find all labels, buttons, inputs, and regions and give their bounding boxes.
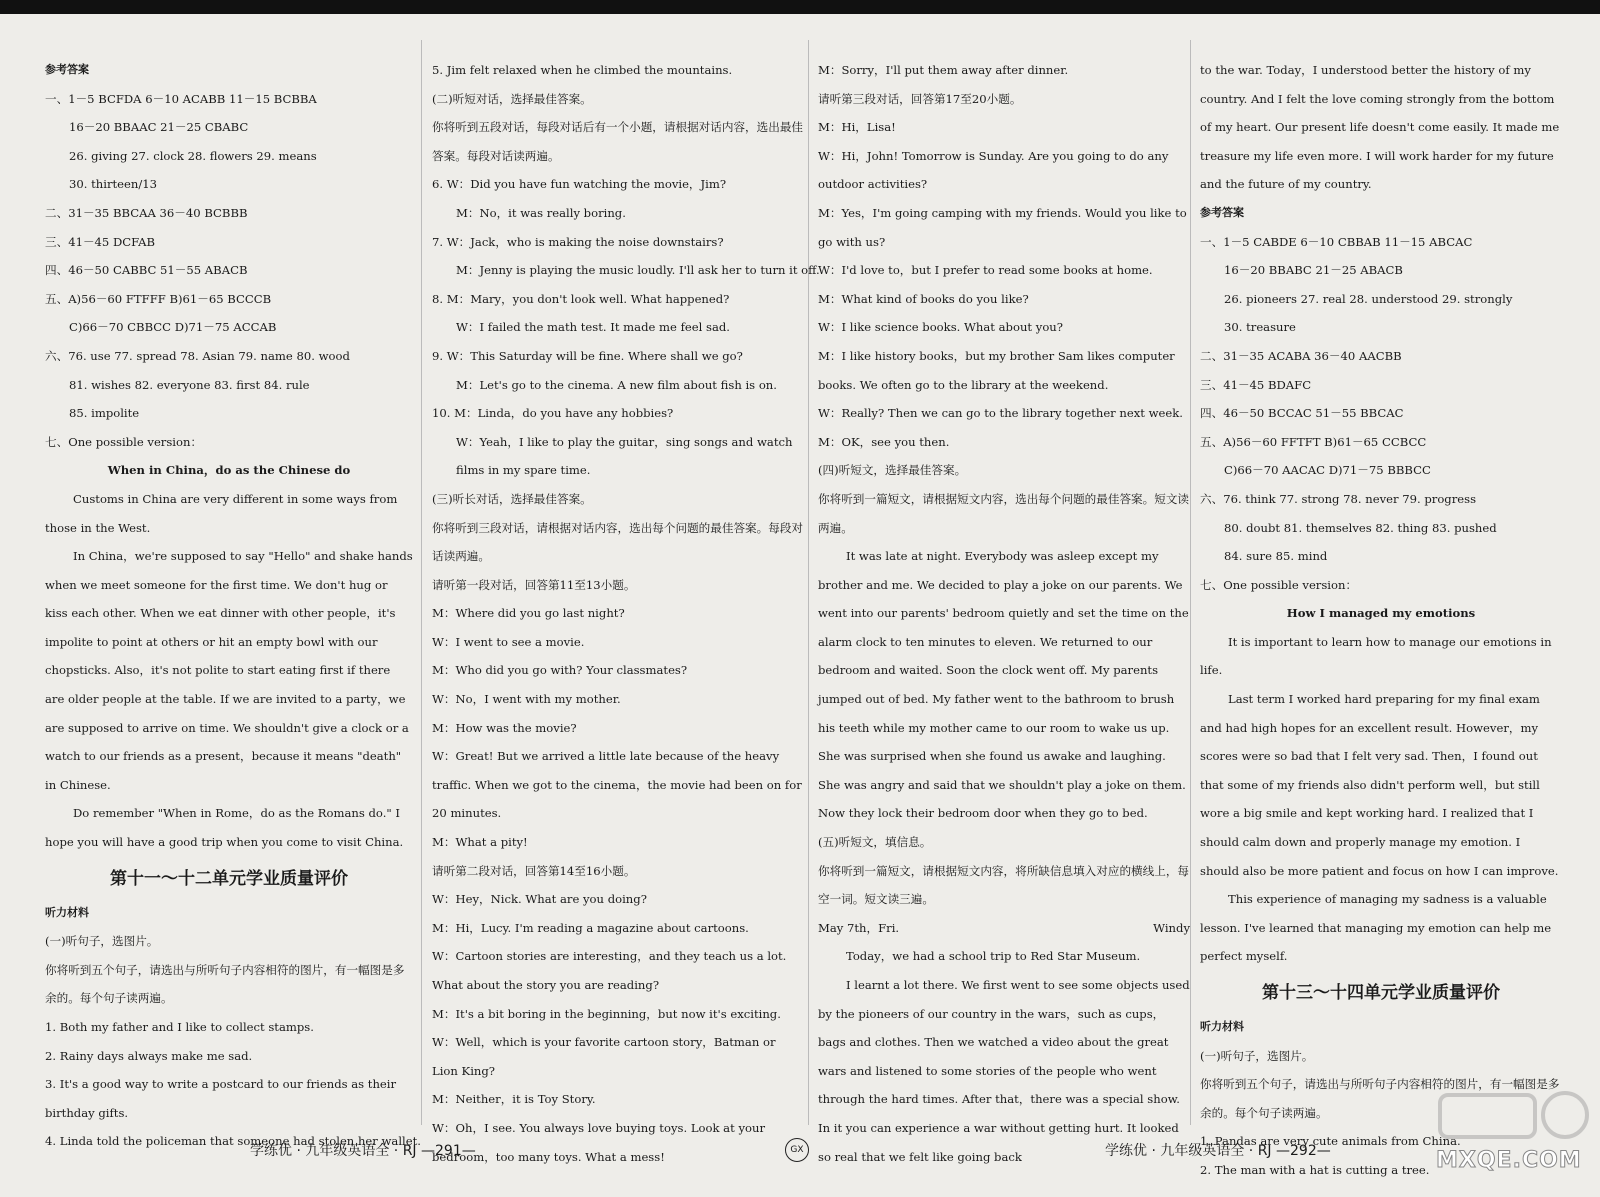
dialogue-line: M：Sorry，I'll put them away after dinner.	[818, 63, 1069, 77]
dialogue-line: W：Yeah，I like to play the guitar，sing songs and watch films in my spare time.	[456, 434, 793, 478]
listening-line: 3. It's a good way to write a postcard to our friends as their birthday gifts.	[45, 1077, 397, 1120]
essay-paragraph: This experience of managing my sadness is a valuable lesson. I've learned that managing my emotion can help me perfect myself.	[1200, 892, 1552, 964]
dialogue-line: 10. M：Linda，do you have any hobbies?	[432, 406, 674, 421]
dialogue-line: M：Neither，it is Toy Story.	[432, 1092, 596, 1107]
instruction-text: 你将听到三段对话，请根据对话内容，选出每个问题的最佳答案。每段对话读两遍。	[432, 520, 804, 564]
dialogue-line: W：I failed the math test. It made me feel sad.	[456, 320, 730, 335]
dialogue-line: W：Really? Then we can go to the library together next week.	[818, 406, 1183, 421]
page-footer-left: 学练优 · 九年级英语全 · RJ —291—	[250, 1143, 476, 1159]
section-heading: (一)听句子，选图片。	[1200, 1048, 1314, 1063]
dialogue-line: 9. W：This Saturday will be fine. Where shall we go?	[432, 348, 743, 363]
essay-paragraph: In China，we're supposed to say "Hello" and shake hands when we meet someone for the first time. We don't hug or kiss each other. When we eat dinner with other people，it's impolite to point at others or hit an empty bowl with our chopsticks. Also，it's not polite to start eating first if there are older people at the table. If we are invited to a party，we are supposed to arrive on time. We shouldn't give a clock or a watch to our friends as a present，because it means "death" in Chinese.	[45, 549, 413, 792]
answer-line: 二、31－35 BBCAA 36－40 BCBBB	[45, 205, 248, 220]
section-heading: (三)听长对话，选择最佳答案。	[432, 491, 592, 506]
section-heading: (一)听句子，选图片。	[45, 934, 159, 949]
answer-line: 26. pioneers 27. real 28. understood 29. strongly	[1224, 291, 1513, 306]
answer-line: 一、1－5 CABDE 6－10 CBBAB 11－15 ABCAC	[1200, 234, 1473, 249]
instruction-text: 你将听到五个句子，请选出与所听句子内容相符的图片，有一幅图是多余的。每个句子读两遍。	[45, 962, 405, 1006]
dialogue-line: M：How was the movie?	[432, 720, 577, 735]
instruction-text: 请听第一段对话，回答第11至13小题。	[432, 577, 636, 592]
answer-line: C)66－70 AACAC D)71－75 BBBCC	[1224, 463, 1431, 478]
passage-paragraph: It was late at night. Everybody was asleep except my brother and me. We decided to play a joke on our parents. We went into our parents' bedroom quietly and set the time on the alarm clock to ten minutes to eleven. We returned to our bedroom and waited. Soon the clock went off. My parents jumped out of bed. My father went to the bathroom to brush his teeth while my mother came to our room to wake us up. She was surprised when she found us awake and laughing. She was angry and said that we shouldn't play a joke on them. Now they lock their bedroom door when they go to bed.	[818, 549, 1189, 821]
dialogue-line: M：OK，see you then.	[818, 434, 950, 449]
dialogue-line: M：What a pity!	[432, 835, 528, 850]
column-divider	[808, 40, 809, 1125]
watermark-text: MXQE.COM	[1436, 1148, 1582, 1173]
answer-line: 三、41－45 BDAFC	[1200, 377, 1312, 392]
listening-line: 2. Rainy days always make me sad.	[45, 1048, 253, 1063]
passage-paragraph: to the war. Today，I understood better the history of my country. And I felt the love coming strongly from the bottom of my heart. Our present life doesn't come easily. It made me treasure my life even more. I will work harder for my future and the future of my country.	[1200, 63, 1560, 192]
dialogue-line: M：Hi，Lisa!	[818, 120, 896, 135]
essay-title: How I managed my emotions	[1286, 606, 1476, 621]
column-3	[818, 56, 1190, 1171]
dialogue-line: W：Great! But we arrived a little late because of the heavy traffic. When we got to the cinema，the movie had been on for 20 minutes.	[432, 749, 802, 821]
dialogue-line: W：Oh，I see. You always love buying toys. Look at your bedroom，too many toys. What a mess!	[432, 1120, 765, 1164]
passage-paragraph: Today，we had a school trip to Red Star Museum.	[846, 949, 1141, 964]
listening-line: 1. Pandas are very cute animals from China.	[1200, 1134, 1461, 1149]
answer-line: 30. thirteen/13	[69, 177, 158, 192]
column-2	[432, 56, 820, 1171]
dialogue-line: M：Who did you go with? Your classmates?	[432, 663, 688, 678]
column-4	[1200, 56, 1562, 1185]
answer-line: 三、41－45 DCFAB	[45, 234, 156, 249]
answer-line: 四、46－50 CABBC 51－55 ABACB	[45, 263, 248, 278]
dialogue-line: M：No，it was really boring.	[456, 205, 626, 220]
answer-line: 80. doubt 81. themselves 82. thing 83. pushed	[1224, 520, 1497, 535]
instruction-text: 请听第二段对话，回答第14至16小题。	[432, 863, 636, 878]
answer-line: 30. treasure	[1224, 320, 1296, 335]
unit-title: 第十一～十二单元学业质量评价	[110, 868, 348, 889]
answer-line: 五、A)56－60 FFTFT B)61－65 CCBCC	[1200, 434, 1427, 449]
diary-date-text: May 7th，Fri.	[818, 920, 900, 935]
answer-line: 五、A)56－60 FTFFF B)61－65 BCCCB	[45, 291, 272, 306]
answer-line: C)66－70 CBBCC D)71－75 ACCAB	[69, 320, 277, 335]
essay-paragraph: Last term I worked hard preparing for my final exam and had high hopes for an excellent result. However，my scores were so bad that I felt very sad. Then，I found out that some of my friends also didn't perform well，but still wore a big smile and kept working hard. I realized that I should calm down and properly manage my emotion. I should also be more patient and focus on how I can improve.	[1200, 692, 1559, 878]
answer-line: 16－20 BBABC 21－25 ABACB	[1224, 263, 1403, 278]
listening-line: 4. Linda told the policeman that someone had stolen her wallet.	[45, 1134, 421, 1149]
dialogue-line: M：Yes，I'm going camping with my friends. Would you like to go with us?	[818, 205, 1187, 249]
top-black-bar	[0, 0, 1600, 14]
dialogue-line: 7. W：Jack，who is making the noise downstairs?	[432, 234, 724, 249]
instruction-text: 请听第三段对话，回答第17至20小题。	[818, 91, 1022, 106]
instruction-text: 你将听到五个句子，请选出与所听句子内容相符的图片，有一幅图是多余的。每个句子读两遍。	[1200, 1077, 1560, 1120]
column-divider	[421, 40, 422, 1125]
listening-line: 1. Both my father and I like to collect stamps.	[45, 1020, 314, 1034]
dialogue-line: M：Jenny is playing the music loudly. I'll ask her to turn it off.	[456, 263, 820, 278]
essay-paragraph: Customs in China are very different in some ways from those in the West.	[45, 491, 398, 535]
instruction-text: 你将听到一篇短文，请根据短文内容，选出每个问题的最佳答案。短文读两遍。	[818, 491, 1190, 535]
instruction-text: 你将听到五段对话，每段对话后有一个小题，请根据对话内容，选出最佳答案。每段对话读两遍。	[432, 120, 804, 163]
listening-heading: 听力材料	[1200, 1020, 1244, 1033]
listening-line: 2. The man with a hat is cutting a tree.	[1200, 1162, 1430, 1177]
answer-key-heading: 参考答案	[45, 63, 89, 76]
essay-paragraph: Do remember "When in Rome，do as the Romans do." I hope you will have a good trip when you come to visit China.	[45, 806, 404, 850]
dialogue-line: M：It's a bit boring in the beginning，but now it's exciting.	[432, 1006, 781, 1021]
dialogue-line: 8. M：Mary，you don't look well. What happened?	[432, 291, 730, 306]
answer-line: 二、31－35 ACABA 36－40 AACBB	[1200, 348, 1402, 363]
answer-line: 四、46－50 BCCAC 51－55 BBCAC	[1200, 406, 1404, 421]
answer-line: 84. sure 85. mind	[1224, 549, 1328, 564]
essay-paragraph: It is important to learn how to manage our emotions in life.	[1200, 634, 1552, 678]
dialogue-line: M：What kind of books do you like?	[818, 291, 1029, 306]
dialogue-line: W：Well，which is your favorite cartoon story，Batman or Lion King?	[432, 1035, 776, 1078]
listening-heading: 听力材料	[45, 905, 89, 919]
section-heading: (四)听短文，选择最佳答案。	[818, 463, 967, 478]
column-1	[45, 56, 421, 1156]
column-divider	[1190, 40, 1191, 1125]
dialogue-line: M：Hi，Lucy. I'm reading a magazine about cartoons.	[432, 920, 749, 935]
dialogue-line: W：I went to see a movie.	[432, 634, 585, 649]
answer-line: 一、1－5 BCFDA 6－10 ACABB 11－15 BCBBA	[45, 91, 317, 106]
page-footer-right: 学练优 · 九年级英语全 · RJ —292—	[1105, 1143, 1331, 1159]
answer-line: 26. giving 27. clock 28. flowers 29. means	[69, 148, 317, 163]
dialogue-line: 6. W：Did you have fun watching the movie，Jim?	[432, 177, 727, 192]
essay-title: When in China，do as the Chinese do	[107, 463, 351, 478]
unit-title: 第十三～十四单元学业质量评价	[1262, 983, 1500, 1003]
diary-weather: Windy	[1153, 920, 1190, 935]
dialogue-line: M：Let's go to the cinema. A new film about fish is on.	[456, 377, 777, 392]
dialogue-line: W：Hi，John! Tomorrow is Sunday. Are you going to do any outdoor activities?	[818, 148, 1169, 192]
answer-key-heading: 参考答案	[1200, 205, 1244, 219]
instruction-text: 你将听到一篇短文，请根据短文内容，将所缺信息填入对应的横线上，每空一词。短文读三遍。	[818, 863, 1190, 907]
answer-line: 16－20 BBAAC 21－25 CBABC	[69, 120, 249, 135]
passage-paragraph: I learnt a lot there. We first went to see some objects used by the pioneers of our country in the wars，such as cups，bags and clothes. Then we watched a video about the great wars and listened to some stories of the people who went through the hard times. After that，there was a special show. In it you can experience a war without getting hurt. It looked so real that we felt like going back	[818, 978, 1190, 1164]
answer-line: 七、One possible version：	[45, 434, 203, 449]
diary-date	[818, 914, 1190, 943]
gx-logo-icon: GX	[785, 1138, 809, 1162]
dialogue-line: M：I like history books，but my brother Sam likes computer books. We often go to the library at the weekend.	[818, 348, 1175, 392]
answer-line: 七、One possible version：	[1200, 577, 1358, 592]
section-heading: (五)听短文，填信息。	[818, 835, 932, 850]
answer-line: 六、76. use 77. spread 78. Asian 79. name 80. wood	[45, 348, 350, 363]
section-heading: (二)听短对话，选择最佳答案。	[432, 91, 592, 106]
dialogue-line: W：I like science books. What about you?	[818, 320, 1063, 335]
dialogue-line: W：No，I went with my mother.	[432, 692, 621, 707]
answer-line: 81. wishes 82. everyone 83. first 84. rule	[69, 377, 310, 392]
dialogue-line: W：Cartoon stories are interesting，and they teach us a lot. What about the story you are reading?	[432, 949, 787, 992]
answer-line: 85. impolite	[69, 406, 140, 421]
listening-line: 5. Jim felt relaxed when he climbed the mountains.	[432, 63, 733, 77]
answer-line: 六、76. think 77. strong 78. never 79. progress	[1200, 491, 1477, 506]
dialogue-line: W：Hey，Nick. What are you doing?	[432, 892, 647, 907]
dialogue-line: M：Where did you go last night?	[432, 606, 625, 621]
dialogue-line: W：I'd love to，but I prefer to read some books at home.	[818, 263, 1153, 278]
